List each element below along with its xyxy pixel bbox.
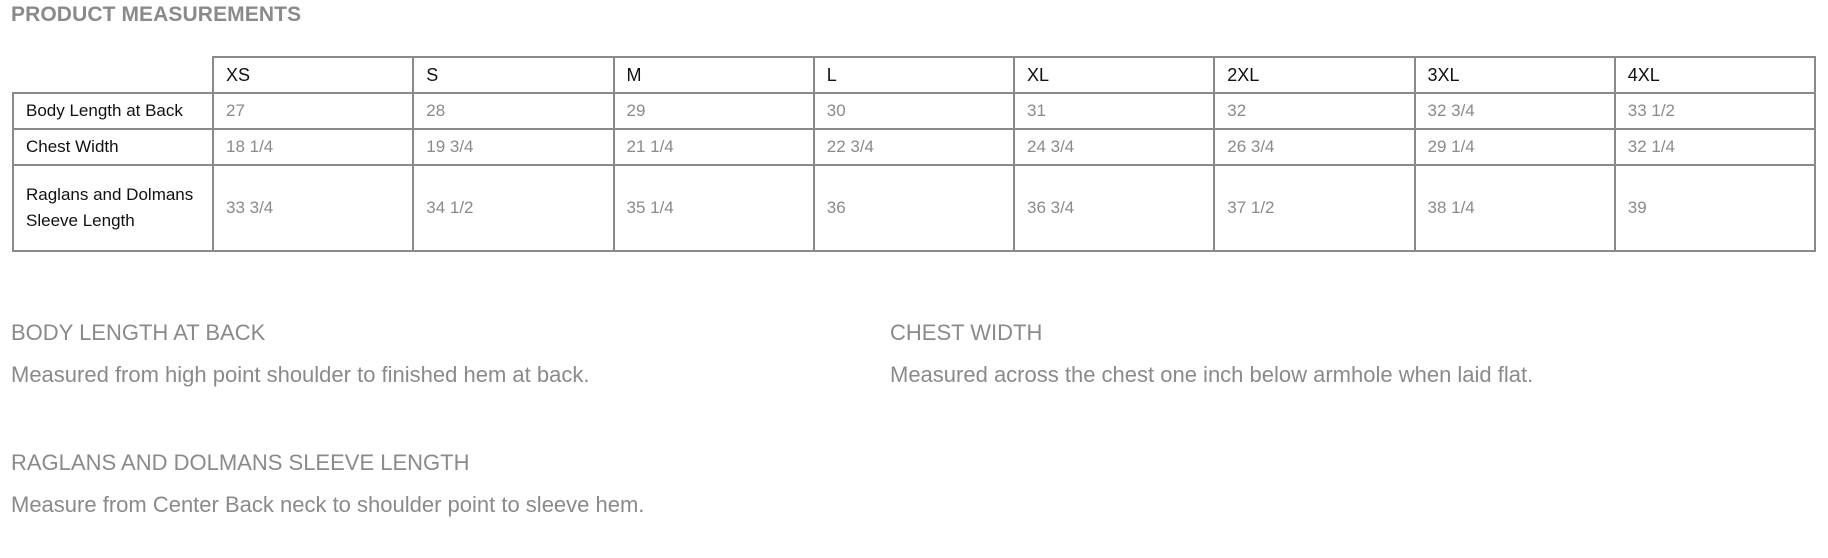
description-text: Measured across the chest one inch below armhole when laid flat. (890, 362, 1534, 387)
description-chest-width (890, 320, 1533, 388)
table-cell: 27 (213, 93, 413, 129)
table-cell: 36 3/4 (1014, 165, 1214, 251)
table-cell: 18 1/4 (213, 129, 413, 165)
size-header-xs: XS (213, 57, 413, 93)
table-cell: 28 (413, 93, 613, 129)
size-header-m: M (614, 57, 814, 93)
description-title: RAGLANS AND DOLMANS SLEEVE LENGTH (11, 450, 470, 475)
table-cell: 24 3/4 (1014, 129, 1214, 165)
table-cell: 36 (814, 165, 1014, 251)
table-cell: 31 (1014, 93, 1214, 129)
table-cell: 30 (814, 93, 1014, 129)
table-cell: 19 3/4 (413, 129, 613, 165)
table-cell: 29 (614, 93, 814, 129)
description-sleeve-length (11, 450, 644, 518)
table-cell: 33 3/4 (213, 165, 413, 251)
table-cell: 32 3/4 (1415, 93, 1615, 129)
row-label-sleeve-length: Raglans and Dolmans Sleeve Length (13, 165, 213, 251)
table-cell: 34 1/2 (413, 165, 613, 251)
table-cell: 33 1/2 (1615, 93, 1815, 129)
table-cell: 29 1/4 (1415, 129, 1615, 165)
measurements-table (12, 56, 1816, 252)
row-label-body-length: Body Length at Back (13, 93, 213, 129)
table-row (13, 129, 1815, 165)
description-body-length (11, 320, 589, 388)
description-text: Measured from high point shoulder to finished hem at back. (11, 362, 590, 387)
size-header-s: S (413, 57, 613, 93)
page-title: PRODUCT MEASUREMENTS (11, 3, 302, 26)
row-label-chest-width: Chest Width (13, 129, 213, 165)
table-cell: 35 1/4 (614, 165, 814, 251)
size-header-l: L (814, 57, 1014, 93)
table-cell: 32 1/4 (1615, 129, 1815, 165)
size-header-2xl: 2XL (1214, 57, 1414, 93)
description-text: Measure from Center Back neck to shoulder point to sleeve hem. (11, 492, 645, 517)
table-cell: 26 3/4 (1214, 129, 1414, 165)
table-cell: 22 3/4 (814, 129, 1014, 165)
description-title: BODY LENGTH AT BACK (11, 320, 266, 345)
table-corner-cell (13, 57, 213, 93)
description-title: CHEST WIDTH (890, 320, 1043, 345)
table-cell: 38 1/4 (1415, 165, 1615, 251)
table-row (13, 93, 1815, 129)
table-cell: 37 1/2 (1214, 165, 1414, 251)
table-cell: 39 (1615, 165, 1815, 251)
table-row (13, 165, 1815, 251)
size-header-xl: XL (1014, 57, 1214, 93)
size-header-4xl: 4XL (1615, 57, 1815, 93)
table-cell: 21 1/4 (614, 129, 814, 165)
table-cell: 32 (1214, 93, 1414, 129)
size-header-3xl: 3XL (1415, 57, 1615, 93)
table-header-row (13, 57, 1815, 93)
